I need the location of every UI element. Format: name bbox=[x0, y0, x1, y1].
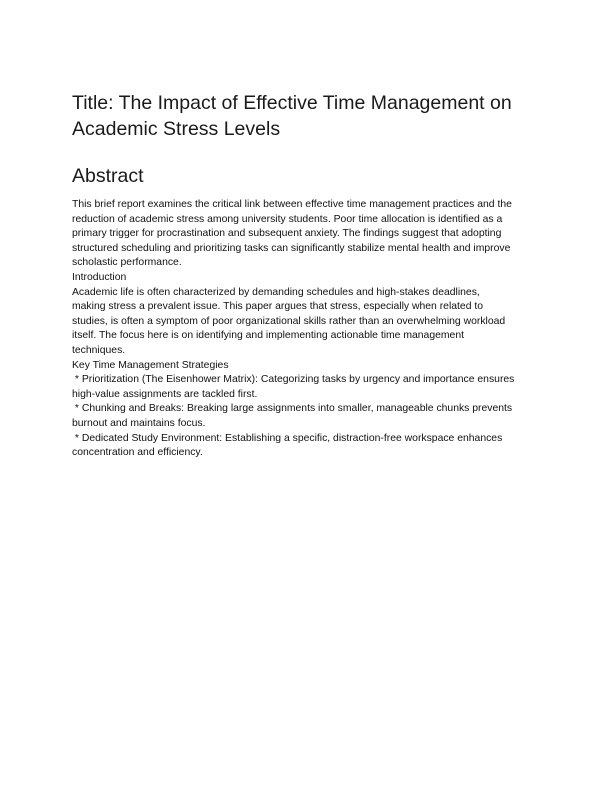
strategy-line: burnout and maintains focus. bbox=[72, 417, 206, 429]
title-line: Academic Stress Levels bbox=[72, 118, 281, 140]
abstract-heading: Abstract bbox=[72, 165, 144, 187]
strategy-line: * Prioritization (The Eisenhower Matrix): Categorizing tasks by urgency and importance ensures bbox=[72, 374, 515, 386]
introduction-line: Academic life is often characterized by demanding schedules and high-stakes deadlines, bbox=[72, 286, 480, 298]
strategy-line: * Chunking and Breaks: Breaking large assignments into smaller, manageable chunks prevents bbox=[72, 403, 513, 415]
introduction-line: itself. The focus here is on identifying and implementing actionable time management bbox=[72, 330, 464, 342]
abstract-line: This brief report examines the critical link between effective time management practices and the bbox=[72, 199, 512, 210]
introduction-line: making stress a prevalent issue. This paper argues that stress, especially when related to bbox=[72, 301, 484, 313]
introduction-line: studies, is often a symptom of poor organizational skills rather than an overwhelming workload bbox=[72, 315, 506, 327]
strategy-line: * Dedicated Study Environment: Establishing a specific, distraction-free workspace enhances bbox=[72, 432, 503, 444]
abstract-line: primary trigger for procrastination and subsequent anxiety. The findings suggest that adopting bbox=[72, 228, 502, 240]
strategy-item-chunking bbox=[72, 402, 542, 431]
document-body bbox=[72, 198, 542, 461]
strategy-line: concentration and efficiency. bbox=[72, 447, 203, 459]
title-line: Title: The Impact of Effective Time Management on bbox=[72, 92, 512, 114]
document-title bbox=[72, 90, 542, 142]
strategy-item-environment bbox=[72, 432, 542, 461]
strategies-heading: Key Time Management Strategies bbox=[72, 359, 229, 371]
abstract-line: scholastic performance. bbox=[72, 257, 182, 269]
introduction-paragraph bbox=[72, 286, 542, 359]
strategies-list bbox=[72, 373, 542, 461]
abstract-line: structured scheduling and prioritizing tasks can significantly stabilize mental health and improve bbox=[72, 242, 511, 254]
abstract-paragraph bbox=[72, 198, 542, 271]
document-page bbox=[72, 90, 542, 461]
strategy-line: high-value assignments are tackled first. bbox=[72, 388, 258, 400]
abstract-line: reduction of academic stress among university students. Poor time allocation is identified as a bbox=[72, 213, 503, 225]
introduction-heading: Introduction bbox=[72, 271, 127, 283]
strategy-item-prioritization bbox=[72, 373, 542, 402]
introduction-line: techniques. bbox=[72, 344, 126, 356]
